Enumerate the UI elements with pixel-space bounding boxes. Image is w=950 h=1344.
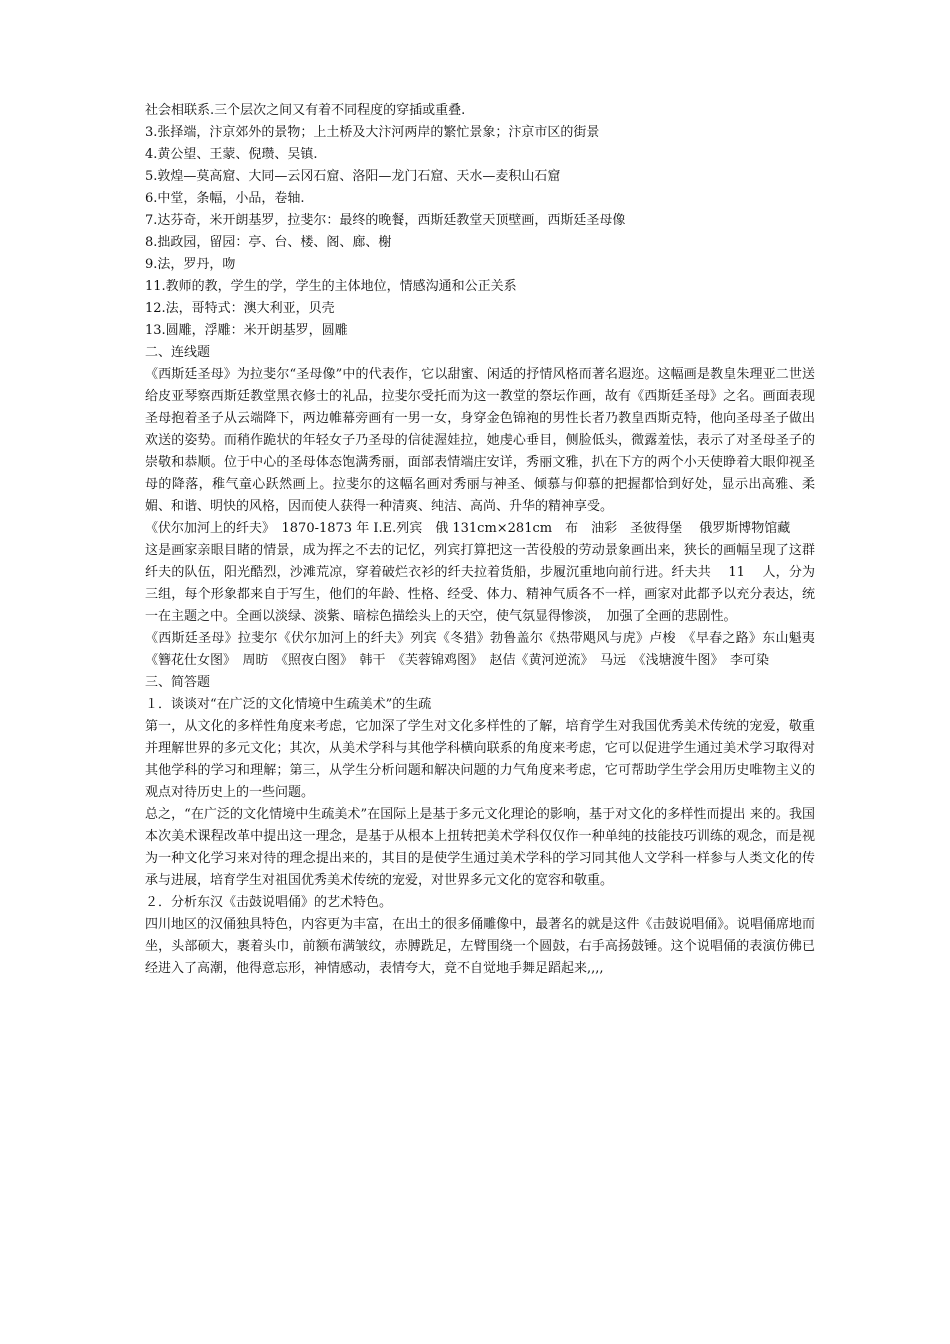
paragraph: 第一，从文化的多样性角度来考虑，它加深了学生对文化多样性的了解，培育学生对我国优秀美术传统的宠爱，敬重并理解世界的多元文化；其次，从美术学科与其他学科横向联系的角度来考虑，它可以促进学生通过美术学习取得对其他学科的学习和理解；第三，从学生分析问题和解决问题的力气角度来考虑，它可帮助学生学会用历史唯物主义的观点对待历史上的一些问题。 — [145, 719, 815, 800]
artwork-caption: 《伏尔加河上的纤夫》 1870-1873 年 I.E.列宾 俄 131cm×281cm 布 油彩 圣彼得堡 俄罗斯博物馆藏 — [145, 521, 791, 536]
paragraph: 《西斯廷圣母》为拉斐尔“圣母像”中的代表作，它以甜蜜、闲适的抒情风格而著名遐迩。这幅画是教皇朱理亚二世送给皮亚琴察西斯廷教堂黑衣修士的礼品，拉斐尔受托而为这一教堂的祭坛作画，故有《西斯廷圣母》之名。画面表现圣母抱着圣子从云端降下，两边帷幕旁画有一男一女，身穿金色锦袍的男性长者乃教皇西斯克特，他向圣母圣子做出欢送的姿势。而稍作跪状的年轻女子乃圣母的信徒渥娃拉，她虔心垂目，侧脸低头，微露羞怯，表示了对圣母圣子的崇敬和恭顺。位于中心的圣母体态饱满秀丽，面部表情端庄安详，秀丽文雅，扒在下方的两个小天使睁着大眼仰视圣母的降落，稚气童心跃然画上。拉斐尔的这幅名画对秀丽与神圣、倾慕与仰慕的把握都恰到好处，显示出高雅、柔媚、和谐、明快的风格，因而使人获得一种清爽、纯洁、高尚、升华的精神享受。 — [145, 367, 815, 514]
text-line: 3.张择端，汴京郊外的景物；上土桥及大汴河两岸的繁忙景象；汴京市区的街景 — [145, 125, 600, 140]
text-line: 9.法，罗丹，吻 — [145, 257, 236, 272]
section-heading: 三、简答题 — [145, 675, 211, 690]
text-line: 5.敦煌—莫高窟、大同—云冈石窟、洛阳—龙门石窟、天水—麦积山石窟 — [145, 169, 561, 184]
matching-list: 《西斯廷圣母》拉斐尔《伏尔加河上的纤夫》列宾《冬猎》勃鲁盖尔《热带飓风与虎》卢梭 《早春之路》东山魁夷《簪花仕女图》 周昉 《照夜白图》 韩干 《芙蓉锦鸡图》 赵佶《黄河逆流》 马远 《浅塘渡牛图》 李可染 — [145, 631, 815, 668]
text-line: 13.圆雕，浮雕：米开朗基罗，圆雕 — [145, 323, 348, 338]
paragraph: 这是画家亲眼目睹的情景，成为挥之不去的记忆，列宾打算把这一苦役般的劳动景象画出来，狭长的画幅呈现了这群纤夫的队伍，阳光酷烈，沙滩荒凉，穿着破烂衣衫的纤夫拉着货船，步履沉重地向前行进。纤夫共 11 人，分为三组，每个形象都来自于写生，他们的年龄、性格、经受、体力、精神气质各不一样，画家对此都予以充分表达，统一在主题之中。全画以淡绿、淡紫、暗棕色描绘头上的天空，使气氛显得惨淡， 加强了全画的悲剧性。 — [145, 543, 815, 624]
text-line: 8.拙政园，留园：亭、台、楼、阁、廊、榭 — [145, 235, 392, 250]
paragraph: 四川地区的汉俑独具特色，内容更为丰富，在出土的很多俑雕像中，最著名的就是这件《击鼓说唱俑》。说唱俑席地而坐，头部硕大，裹着头巾，前额布满皱纹，赤膊跣足，左臂围绕一个圆鼓，右手高扬鼓锤。这个说唱俑的表演仿佛已经进入了高潮，他得意忘形，神情感动，表情夸大，竟不自觉地手舞足蹈起来,,,, — [145, 917, 815, 976]
paragraph: 总之，“在广泛的文化情境中生疏美术”在国际上是基于多元文化理论的影响，基于对文化的多样性而提出 来的。我国本次美术课程改革中提出这一理念，是基于从根本上扭转把美术学科仅仅作一种单纯的技能技巧训练的观念，而是视为一种文化学习来对待的理念提出来的，其目的是使学生通过美术学科的学习同其他人文学科一样参与人类文化的传承与进展，培育学生对祖国优秀美术传统的宠爱，对世界多元文化的宽容和敬重。 — [145, 807, 815, 888]
question-title: １．谈谈对“在广泛的文化情境中生疏美术”的生疏 — [145, 697, 432, 712]
document-page — [145, 100, 815, 980]
section-heading: 二、连线题 — [145, 345, 211, 360]
text-line: 6.中堂，条幅，小品，卷轴. — [145, 191, 305, 206]
text-line: 7.达芬奇，米开朗基罗，拉斐尔：最终的晚餐，西斯廷教堂天顶壁画，西斯廷圣母像 — [145, 213, 626, 228]
text-line: 11.教师的教，学生的学，学生的主体地位，情感沟通和公正关系 — [145, 279, 517, 294]
question-title: ２．分析东汉《击鼓说唱俑》的艺术特色。 — [145, 895, 393, 910]
text-line: 社会相联系.三个层次之间又有着不同程度的穿插或重叠. — [145, 103, 466, 118]
text-line: 12.法，哥特式：澳大利亚，贝壳 — [145, 301, 335, 316]
text-line: 4.黄公望、王蒙、倪瓒、吴镇. — [145, 147, 318, 162]
